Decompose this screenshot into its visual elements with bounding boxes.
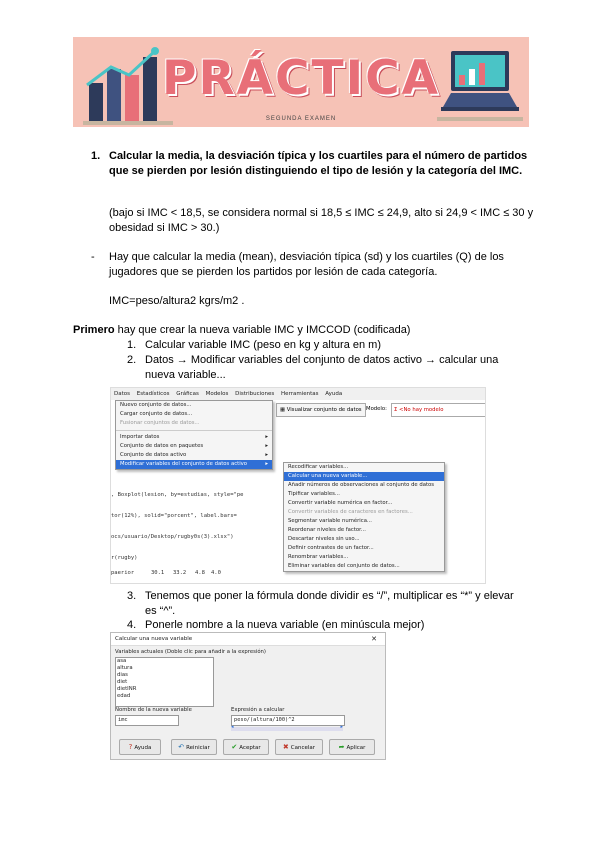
dialog-title: Calcular una nueva variable: [115, 636, 193, 642]
list-item[interactable]: dietINR: [117, 686, 137, 692]
primero-paragraph: [73, 323, 533, 338]
menu-distribuciones[interactable]: Distribuciones: [235, 391, 275, 397]
list-item[interactable]: edad: [117, 693, 131, 699]
primero-rest: hay que crear la nueva variable IMC y IMCCOD (codificada): [114, 324, 411, 336]
step-3-number: 3.: [127, 590, 137, 602]
table-icon: ▦: [280, 407, 287, 413]
imc-criteria: (bajo si IMC < 18,5, se considera normal si 18,5 ≤ IMC ≤ 24,9, alto si 24,9 < IMC ≤ 30 y obesidad si IMC > 30.): [109, 207, 534, 234]
new-variable-name-input[interactable]: imc: [115, 715, 179, 726]
expression-input[interactable]: peso/(altura/100)^2: [231, 715, 345, 726]
view-dataset-button[interactable]: ▦ Visualizar conjunto de datos: [276, 403, 366, 417]
results-table: [111, 556, 221, 584]
check-icon: ✔: [231, 743, 238, 751]
help-icon: ?: [128, 743, 133, 751]
submenu-arrow-icon: ▸: [265, 452, 268, 458]
apply-button[interactable]: ➦ Aplicar: [329, 739, 375, 755]
close-icon[interactable]: ✕: [371, 635, 377, 643]
cancel-button[interactable]: ✖ Cancelar: [275, 739, 323, 755]
menu-separator: [116, 430, 272, 431]
submenu-item[interactable]: Segmentar variable numérica...: [288, 518, 372, 524]
menu-item-fusionar: Fusionar conjuntos de datos...: [120, 420, 200, 426]
list-item[interactable]: asa: [117, 658, 127, 664]
submenu-item[interactable]: Reordenar niveles de factor...: [288, 527, 366, 533]
menu-item-cargar[interactable]: Cargar conjunto de datos...: [120, 411, 193, 417]
bullet-marker: -: [91, 251, 95, 263]
menu-estadisticos[interactable]: Estadísticos: [136, 391, 170, 397]
step-4-text: Ponerle nombre a la nueva variable (en minúscula mejor): [145, 619, 425, 631]
name-label: Nombre de la nueva variable: [115, 707, 192, 713]
variables-label: Variables actuales (Doble clic para añadir a la expresión): [115, 649, 266, 655]
reset-icon: ↶: [178, 743, 185, 751]
submenu-item[interactable]: Descartar niveles sin uso...: [288, 536, 360, 542]
menu-item-activo[interactable]: Conjunto de datos activo ▸: [120, 452, 268, 458]
expression-label: Expresión a calcular: [231, 707, 285, 713]
menu-ayuda[interactable]: Ayuda: [325, 391, 343, 397]
menu-modelos[interactable]: Modelos: [205, 391, 229, 397]
banner-subtitle: SEGUNDA EXAMEN: [265, 116, 337, 122]
task-heading: Calcular la media, la desviación típica y los cuartiles para el número de partidos que se pierden por lesión distinguiendo el tipo de lesión y la categoría del IMC.: [109, 150, 528, 177]
step-2-text: Datos → Modificar variables del conjunto de datos activo → calcular una nueva variable...: [145, 354, 499, 381]
code-line: , Boxplot(lesion, by=estudias, style="pe: [111, 492, 244, 498]
apply-icon: ➦: [338, 743, 345, 751]
menu-item-nuevo[interactable]: Nuevo conjunto de datos...: [120, 402, 192, 408]
menu-item-modificar[interactable]: Modificar variables del conjunto de datos activo ▸: [116, 460, 272, 469]
submenu-arrow-icon: ▸: [265, 443, 268, 449]
submenu-item[interactable]: Tipificar variables...: [288, 491, 340, 497]
submenu-item: Convertir variables de caracteres en factores...: [288, 509, 413, 515]
banner-title: PRÁCTICA: [162, 51, 440, 106]
table-row: paerior 30.1 33.2 4.8 4.0: [111, 570, 221, 576]
rcmdr-menu-screenshot: [110, 387, 486, 584]
model-selector[interactable]: Σ <No hay modelo: [391, 403, 486, 417]
menu-datos[interactable]: Datos: [114, 391, 130, 397]
menu-item-importar[interactable]: Importar datos ▸: [120, 434, 268, 440]
submenu-item-calcular[interactable]: Calcular una nueva variable...: [284, 472, 444, 481]
list-item[interactable]: diet: [117, 679, 128, 685]
submenu-item[interactable]: Convertir variable numérica en factor...: [288, 500, 393, 506]
code-line: ocs/usuario/Desktop/rugby0s(3).xlsx"): [111, 534, 234, 540]
submenu-item[interactable]: Añadir números de observaciones al conjunto de datos: [288, 482, 435, 488]
submenu-item[interactable]: Eliminar variables del conjunto de datos...: [288, 563, 400, 569]
code-line: r(rugby): [111, 555, 138, 561]
code-line: tor(12%), solid="porcent", label.bars=: [111, 513, 237, 519]
expression-scrollbar[interactable]: [231, 724, 343, 731]
step-1-number: 1.: [127, 339, 137, 351]
submenu-item[interactable]: Definir contrastes de un factor...: [288, 545, 374, 551]
submenu-arrow-icon: ▸: [265, 434, 268, 440]
header-banner: [73, 37, 529, 127]
task-number: 1.: [91, 150, 101, 162]
scroll-left-icon[interactable]: ◂: [231, 724, 234, 730]
submenu-item[interactable]: Recodificar variables...: [288, 464, 349, 470]
scroll-right-icon[interactable]: ▸: [340, 724, 343, 730]
menu-bar: [111, 388, 485, 400]
list-item[interactable]: dias: [117, 672, 128, 678]
step-4-number: 4.: [127, 619, 137, 631]
reset-button[interactable]: ↶ Reiniciar: [171, 739, 217, 755]
variables-listbox[interactable]: [115, 657, 214, 707]
menu-item-paquetes[interactable]: Conjunto de datos en paquetes ▸: [120, 443, 268, 449]
dialog-titlebar: [111, 633, 385, 646]
submenu-item[interactable]: Renombrar variables...: [288, 554, 349, 560]
step-2-number: 2.: [127, 354, 137, 366]
modificar-submenu: [283, 462, 445, 572]
step-1-text: Calcular variable IMC (peso en kg y altura en m): [145, 339, 381, 351]
datos-dropdown: [115, 400, 273, 470]
step-3-text: Tenemos que poner la fórmula donde dividir es “/”, multiplicar es “*” y elevar es “^”.: [145, 590, 514, 617]
help-button[interactable]: ? Ayuda: [119, 739, 161, 755]
primero-lead: Primero: [73, 324, 115, 336]
submenu-arrow-icon: ▸: [265, 461, 268, 467]
list-item[interactable]: altura: [117, 665, 133, 671]
model-label: Modelo:: [366, 406, 387, 412]
imc-formula: IMC=peso/altura2 kgrs/m2 .: [109, 295, 245, 307]
menu-graficas[interactable]: Gráficas: [176, 391, 199, 397]
cross-icon: ✖: [282, 743, 289, 751]
compute-variable-dialog: [110, 632, 386, 760]
accept-button[interactable]: ✔ Aceptar: [223, 739, 269, 755]
menu-herramientas[interactable]: Herramientas: [281, 391, 319, 397]
bullet-text: Hay que calcular la media (mean), desviación típica (sd) y los cuartiles (Q) de los jugadores que se pierden los partidos por lesión de cada categoría.: [109, 251, 504, 278]
